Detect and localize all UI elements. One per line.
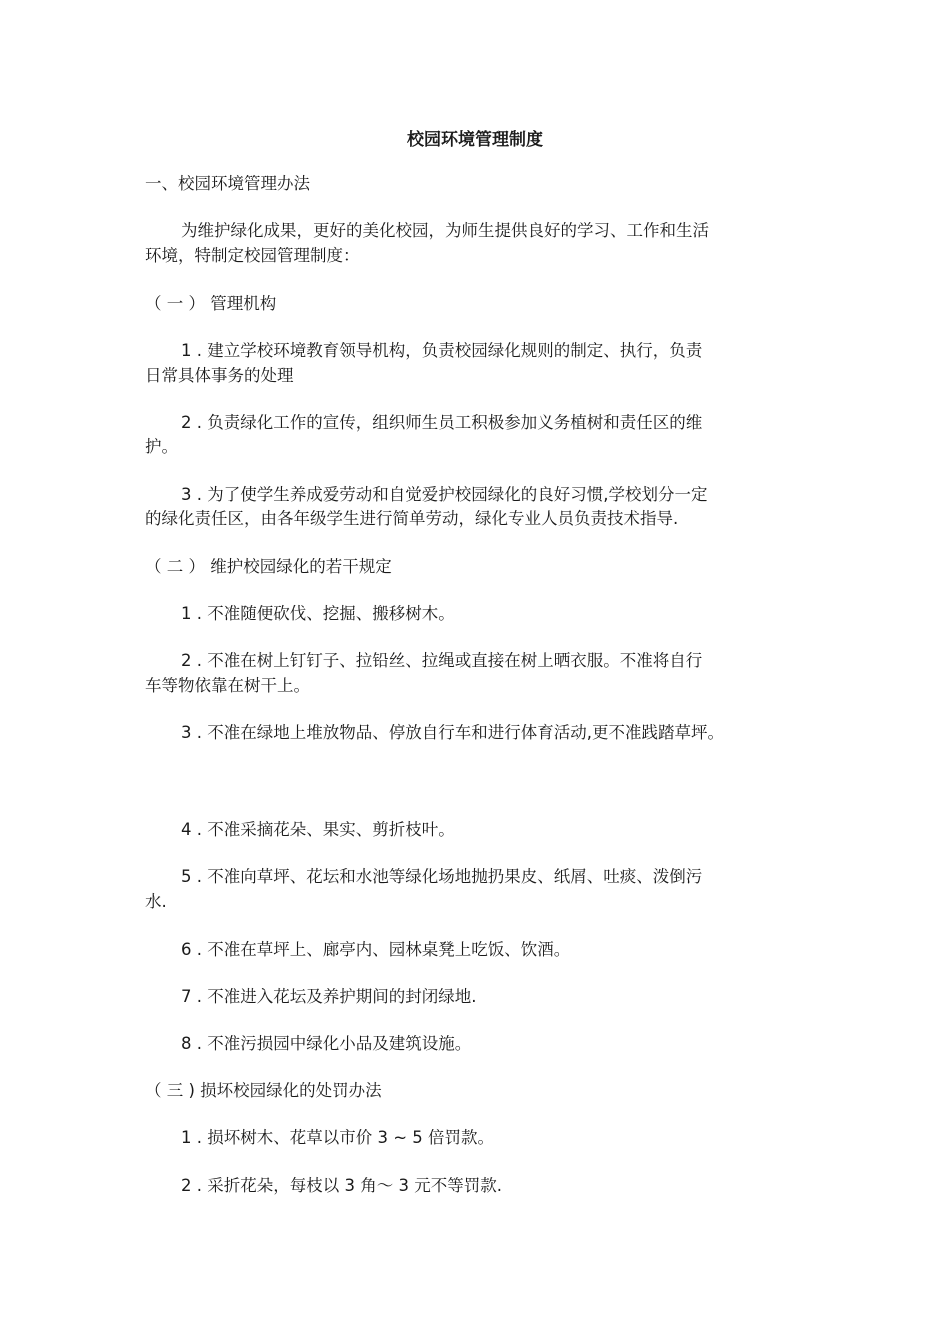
document-title: 校园环境管理制度	[407, 130, 543, 150]
part1-item3-line-2: 的绿化责任区，由各年级学生进行简单劳动，绿化专业人员负责技术指导.	[145, 509, 679, 528]
part3-item2: 2 . 采折花朵，每枝以 3 角～ 3 元不等罚款.	[181, 1176, 502, 1195]
part3-item1: 1 . 损坏树木、花草以市价 3 ~ 5 倍罚款。	[181, 1128, 495, 1147]
part2-item5-line-1: 5 . 不准向草坪、花坛和水池等绿化场地抛扔果皮、纸屑、吐痰、泼倒污	[181, 867, 703, 886]
part2-item8: 8 . 不准污损园中绿化小品及建筑设施。	[181, 1034, 472, 1053]
section-heading-1: 一、校园环境管理办法	[145, 174, 310, 193]
part2-item2-line-2: 车等物依靠在树干上。	[145, 676, 310, 695]
part2-item2-line-1: 2 . 不准在树上钉钉子、拉铅丝、拉绳或直接在树上晒衣服。不准将自行	[181, 651, 703, 670]
part2-item7: 7 . 不准进入花坛及养护期间的封闭绿地.	[181, 987, 477, 1006]
part2-item5-line-2: 水.	[145, 892, 167, 911]
part2-heading: （ 二 ） 维护校园绿化的若干规定	[145, 557, 392, 576]
intro-paragraph-line-2: 环境，特制定校园管理制度：	[145, 246, 360, 265]
part1-item1-line-2: 日常具体事务的处理	[145, 366, 294, 385]
intro-paragraph-line-1: 为维护绿化成果，更好的美化校园，为师生提供良好的学习、工作和生活	[181, 221, 709, 240]
part2-item3: 3 . 不准在绿地上堆放物品、停放自行车和进行体育活动,更不准践踏草坪。	[181, 723, 724, 742]
part1-item2-line-1: 2 . 负责绿化工作的宣传，组织师生员工积极参加义务植树和责任区的维	[181, 413, 703, 432]
part2-item6: 6 . 不准在草坪上、廊亭内、园林桌凳上吃饭、饮酒。	[181, 940, 571, 959]
part2-item4: 4 . 不准采摘花朵、果实、剪折枝叶。	[181, 820, 455, 839]
part1-item3-line-1: 3 . 为了使学生养成爱劳动和自觉爱护校园绿化的良好习惯,学校划分一定	[181, 485, 708, 504]
part1-heading: （ 一 ） 管理机构	[145, 294, 277, 313]
part1-item2-line-2: 护。	[145, 437, 178, 456]
part3-heading: （ 三 ) 损坏校园绿化的处罚办法	[145, 1081, 382, 1100]
part1-item1-line-1: 1 . 建立学校环境教育领导机构，负责校园绿化规则的制定、执行，负责	[181, 341, 703, 360]
part2-item1: 1 . 不准随便砍伐、挖掘、搬移树木。	[181, 604, 455, 623]
